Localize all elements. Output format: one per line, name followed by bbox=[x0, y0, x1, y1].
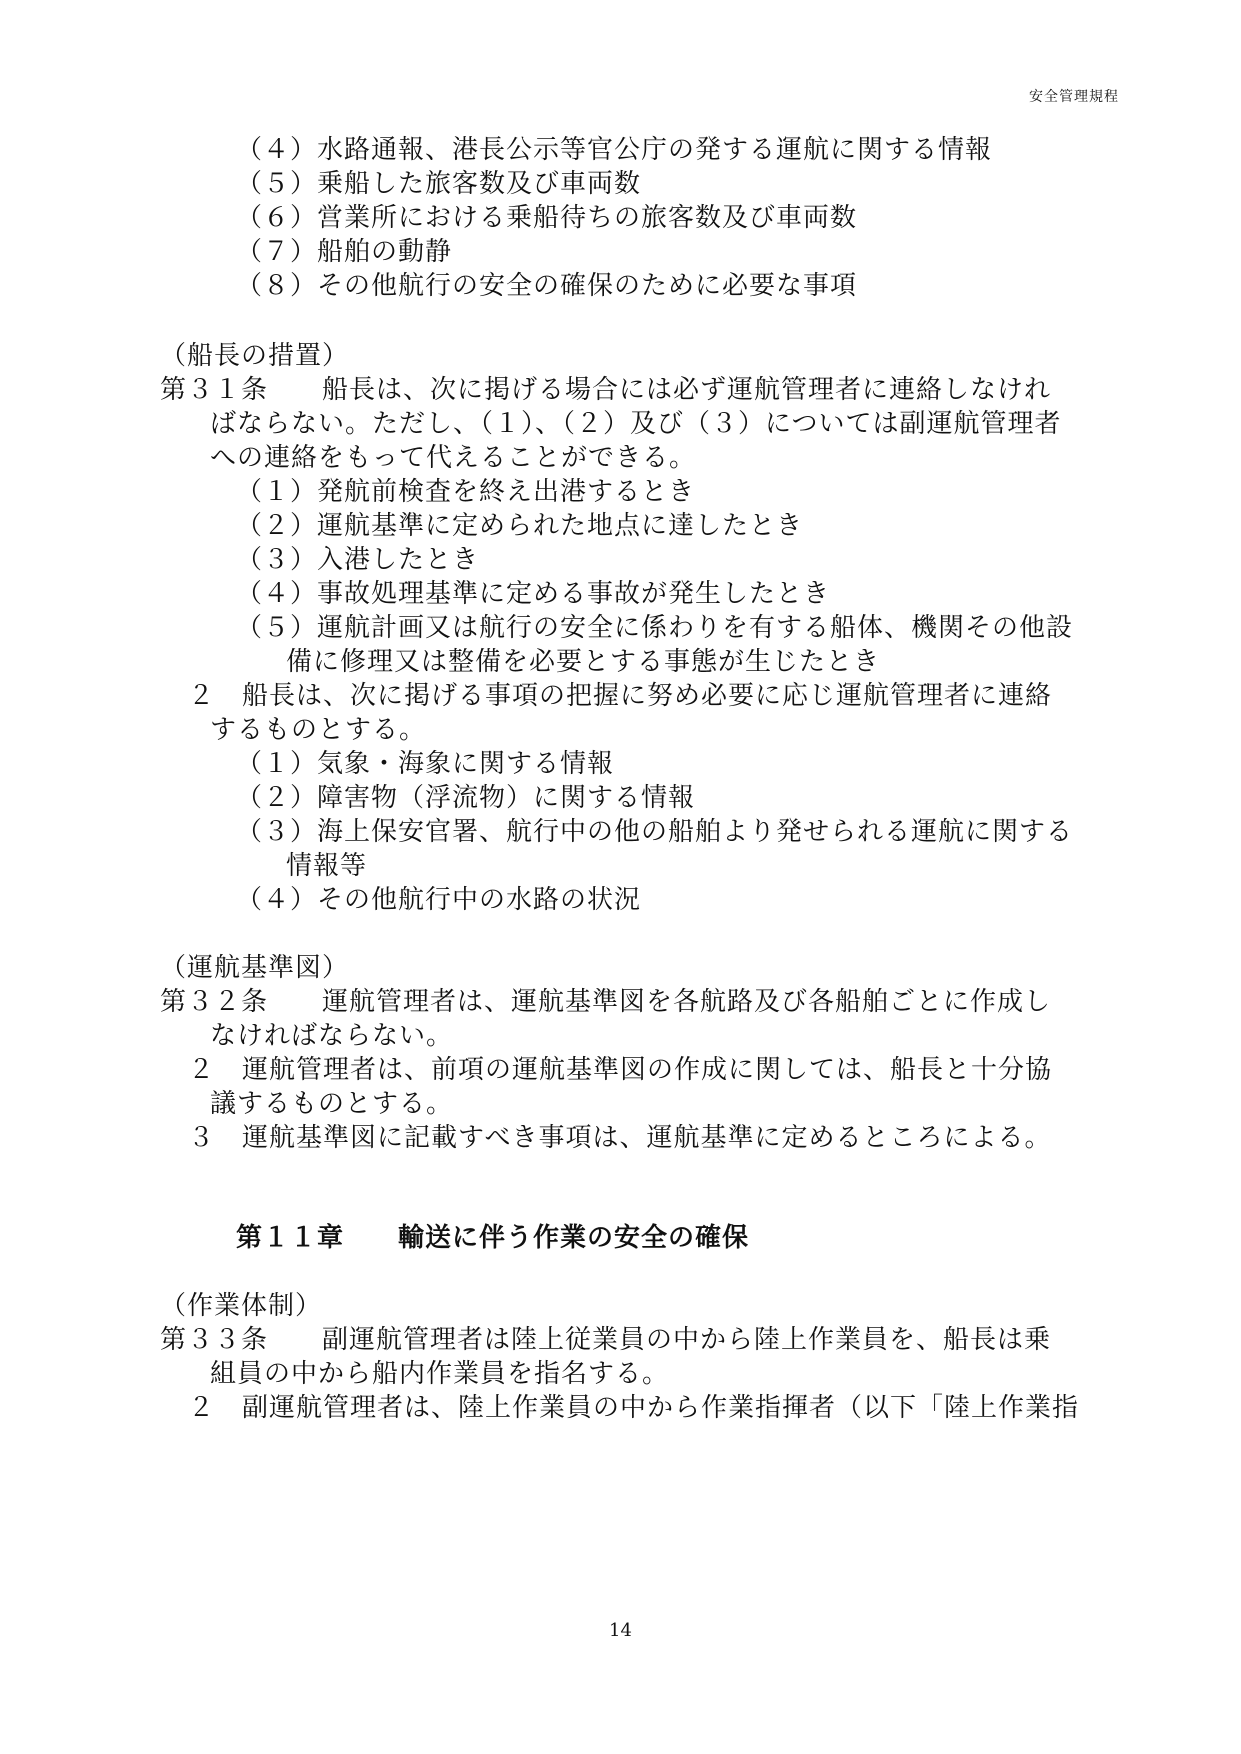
list-item: （４）事故処理基準に定める事故が発生したとき bbox=[236, 579, 831, 609]
article-text: するものとする。 bbox=[210, 715, 427, 745]
article-text: 議するものとする。 bbox=[210, 1089, 454, 1119]
paragraph-2: ２ 船長は、次に掲げる事項の把握に努め必要に応じ運航管理者に連絡 bbox=[188, 681, 1053, 711]
page-number: 14 bbox=[609, 1620, 632, 1641]
article-text: 組員の中から船内作業員を指名する。 bbox=[210, 1359, 670, 1389]
chapter-title: 第１１章 輸送に伴う作業の安全の確保 bbox=[236, 1223, 750, 1253]
article-text: ばならない。ただし、（１）、（２）及び（３）については副運航管理者 bbox=[210, 409, 1062, 439]
list-item: （３）海上保安官署、航行中の他の船舶より発せられる運航に関する bbox=[236, 817, 1074, 847]
list-item: （６）営業所における乗船待ちの旅客数及び車両数 bbox=[236, 203, 858, 233]
paragraph-3: ３ 運航基準図に記載すべき事項は、運航基準に定めるところによる。 bbox=[188, 1123, 1052, 1153]
paragraph-2: ２ 副運航管理者は、陸上作業員の中から作業指揮者（以下「陸上作業指 bbox=[188, 1393, 1080, 1423]
section-heading: （作業体制） bbox=[160, 1291, 323, 1321]
list-item: （１）気象・海象に関する情報 bbox=[236, 749, 615, 779]
list-item: （２）運航基準に定められた地点に達したとき bbox=[236, 511, 804, 541]
list-item: （３）入港したとき bbox=[236, 545, 480, 575]
article-32: 第３２条 運航管理者は、運航基準図を各航路及び各船舶ごとに作成し bbox=[160, 987, 1052, 1017]
list-item-continuation: 備に修理又は整備を必要とする事態が生じたとき bbox=[286, 647, 881, 677]
list-item: （４）水路通報、港長公示等官公庁の発する運航に関する情報 bbox=[236, 135, 993, 165]
section-heading: （運航基準図） bbox=[160, 953, 350, 983]
list-item: （８）その他航行の安全の確保のために必要な事項 bbox=[236, 271, 858, 301]
running-header: 安全管理規程 bbox=[1029, 89, 1119, 105]
list-item: （２）障害物（浮流物）に関する情報 bbox=[236, 783, 696, 813]
list-item: （５）運航計画又は航行の安全に係わりを有する船体、機関その他設 bbox=[236, 613, 1074, 643]
article-text: への連絡をもって代えることができる。 bbox=[210, 443, 697, 473]
list-item-continuation: 情報等 bbox=[286, 851, 368, 881]
list-item: （１）発航前検査を終え出港するとき bbox=[236, 477, 696, 507]
list-item: （４）その他航行中の水路の状況 bbox=[236, 885, 642, 915]
list-item: （７）船舶の動静 bbox=[236, 237, 453, 267]
list-item: （５）乗船した旅客数及び車両数 bbox=[236, 169, 642, 199]
article-31: 第３１条 船長は、次に掲げる場合には必ず運航管理者に連絡しなけれ bbox=[160, 375, 1052, 405]
paragraph-2: ２ 運航管理者は、前項の運航基準図の作成に関しては、船長と十分協 bbox=[188, 1055, 1053, 1085]
article-text: なければならない。 bbox=[210, 1021, 454, 1051]
article-33: 第３３条 副運航管理者は陸上従業員の中から陸上作業員を、船長は乗 bbox=[160, 1325, 1052, 1355]
section-heading: （船長の措置） bbox=[160, 341, 350, 371]
